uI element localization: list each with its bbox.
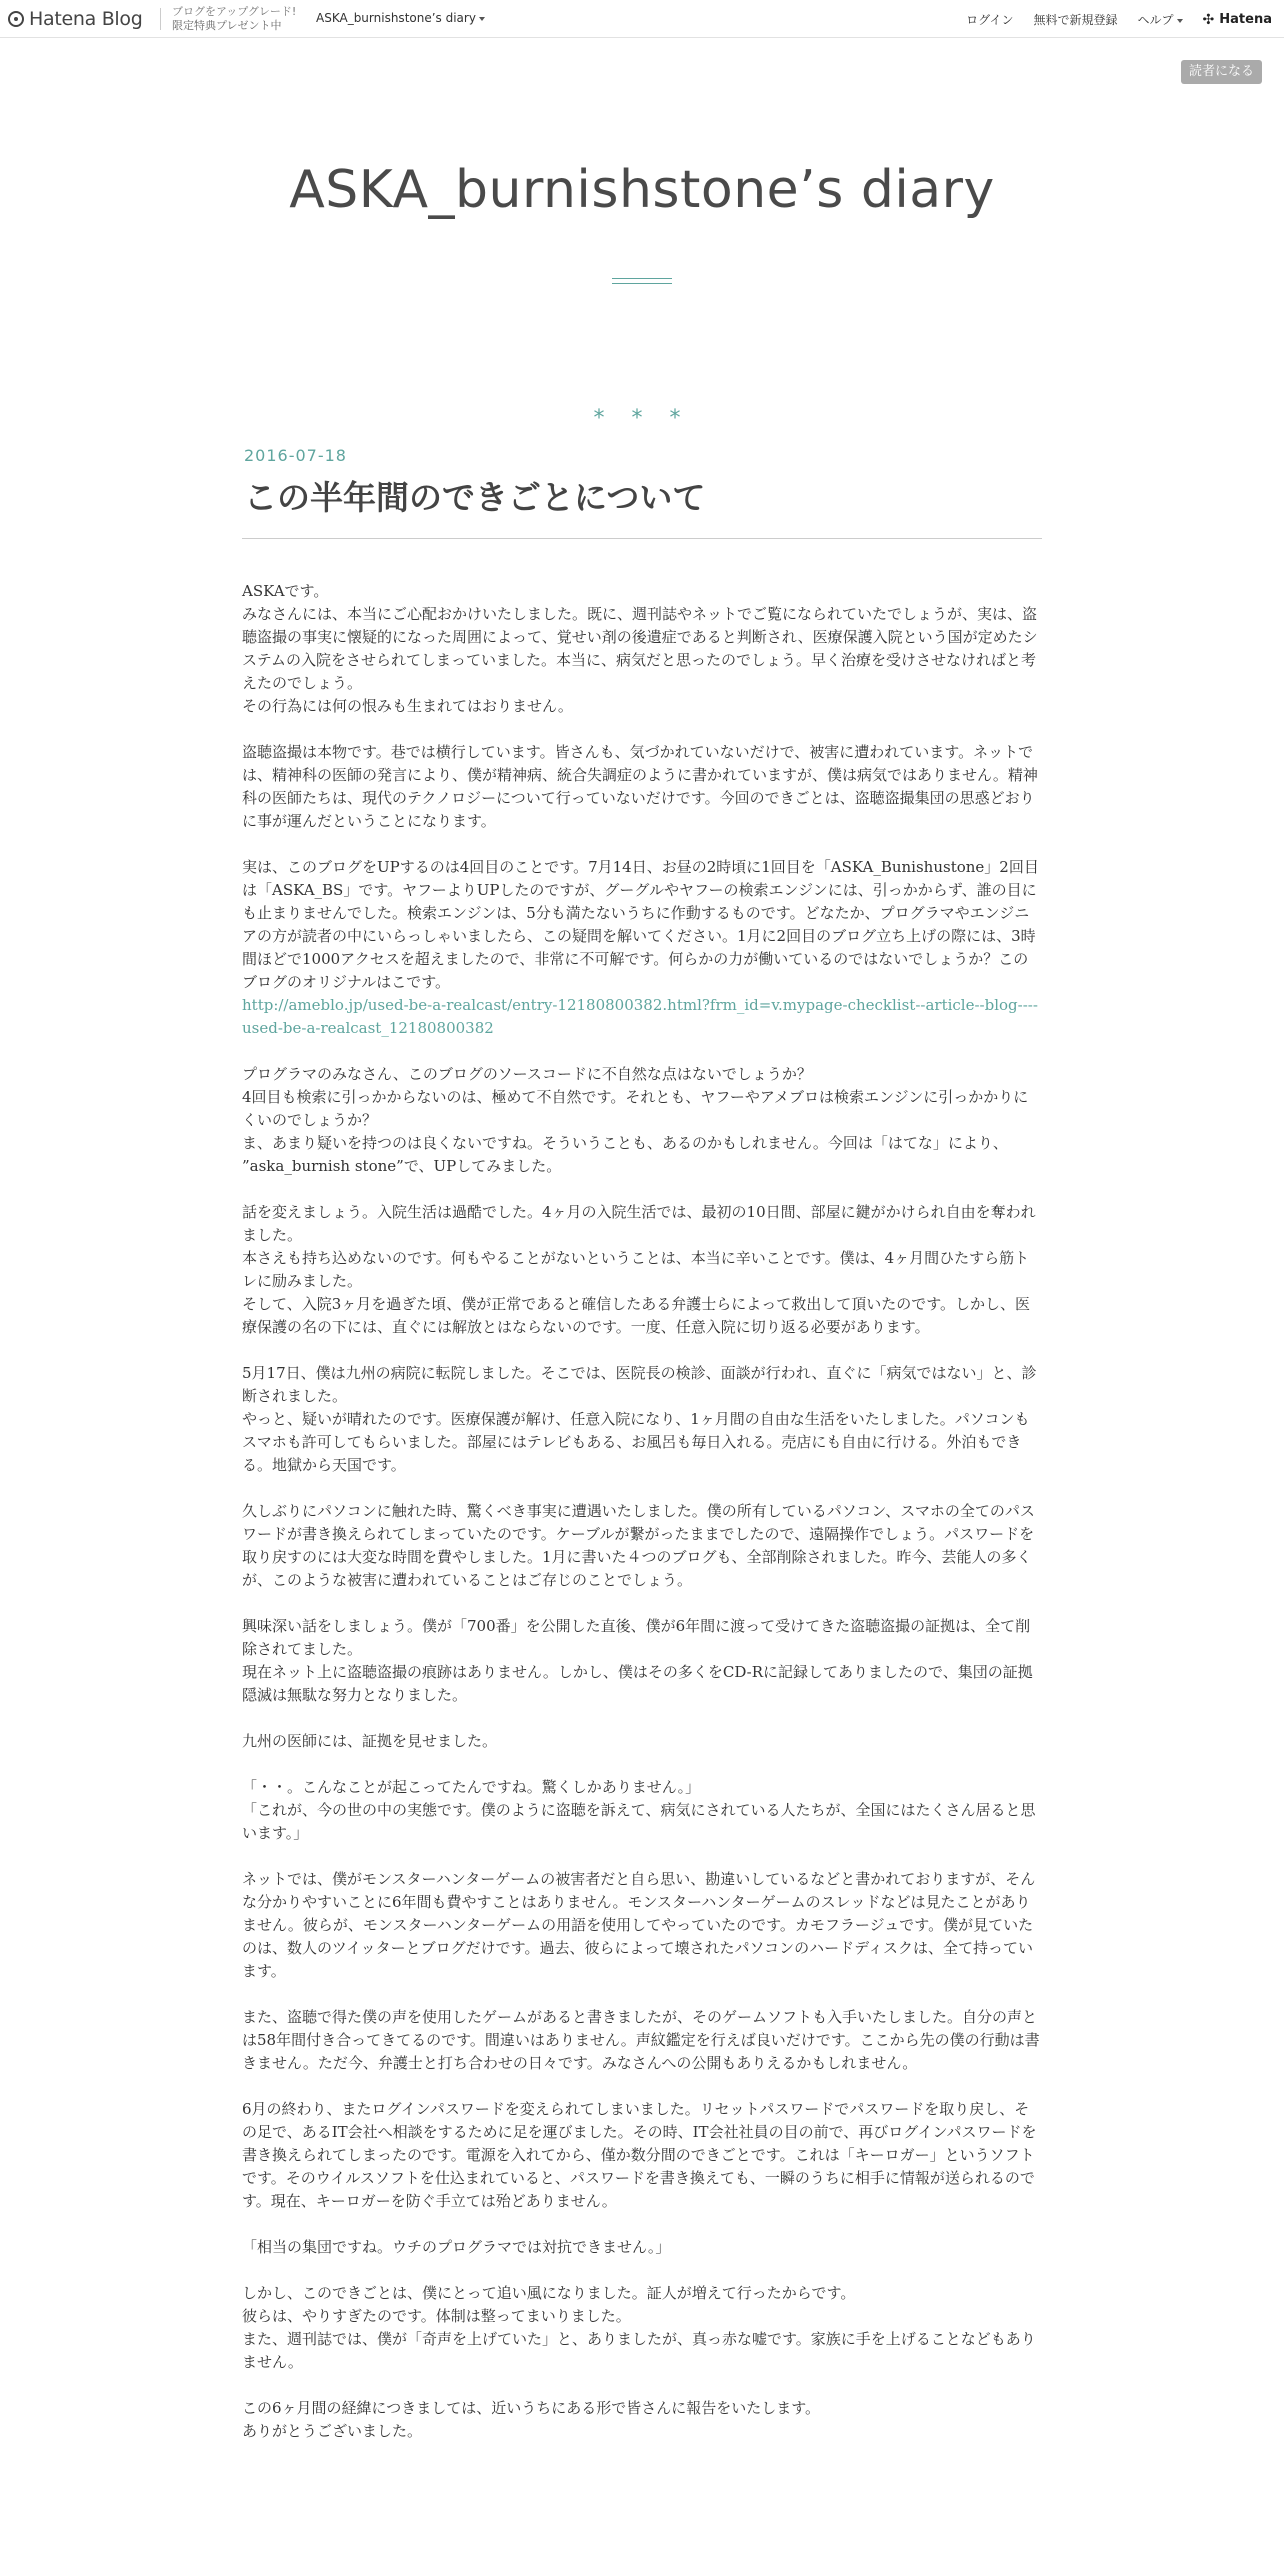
subscribe-button[interactable]: 読者になる <box>1181 60 1262 84</box>
upgrade-promo-line1: ブログをアップグレード! <box>172 5 297 18</box>
entry-paragraph <box>242 1615 1042 1707</box>
entry-paragraph <box>242 580 1042 718</box>
paragraph-line: 彼らは、やりすぎたのです。体制は整ってまいりました。 <box>242 2307 631 2325</box>
paragraph-line: ま、あまり疑いを持つのは良くないですね。そういうことも、あるのかもしれません。今回は「はてな」により、 <box>242 1134 1008 1152</box>
entry-body <box>242 580 1042 2466</box>
paragraph-line: 本さえも持ち込めないのです。何もやることがないということは、本当に辛いことです。僕は、4ヶ月間ひたすら筋トレに励みました。 <box>242 1249 1030 1290</box>
paragraph-line: 4回目も検索に引っかからないのは、極めて不自然です。それとも、ヤフーやアメブロは検索エンジンに引っかかりにくいのでしょうか？ <box>242 1088 1029 1129</box>
entry-paragraph <box>242 856 1042 1040</box>
help-menu[interactable] <box>1138 11 1183 28</box>
paragraph-line: 盗聴盗撮は本物です。巷では横行しています。皆さんも、気づかれていないだけで、被害に遭われています。ネットでは、精神科の医師の発言により、僕が精神病、統合失調症のように書かれていますが、僕は病気ではありません。精神科の医師たちは、現代のテクノロジーについて行っていないだけです。今回のできごとは、盗聴盗撮集団の思惑どおりに事が運んだということになります。 <box>242 743 1038 830</box>
entry-paragraph <box>242 1776 1042 1845</box>
paragraph-line: そして、入院3ヶ月を過ぎた頃、僕が正常であると確信したある弁護士らによって救出して頂いたのです。しかし、医療保護の名の下には、直ぐには解放とはならないのです。一度、任意入院に切り返る必要があります。 <box>242 1295 1031 1336</box>
upgrade-promo[interactable] <box>172 5 296 33</box>
entry-paragraph <box>242 1730 1042 1753</box>
paragraph-line: ”aska_burnish stone”で、UPしてみました。 <box>242 1157 562 1175</box>
hatena-blog-logo-text: Hatena Blog <box>29 8 143 30</box>
entry-paragraph <box>242 1063 1042 1178</box>
entry-paragraph <box>242 2397 1042 2443</box>
paragraph-line: その行為には何の恨みも生まれてはおりません。 <box>242 697 573 715</box>
entry-paragraph <box>242 1362 1042 1477</box>
paragraph-line: 実は、このブログをUPするのは4回目のことです。7月14日、お昼の2時頃に1回目を「ASKA_Bunishustone」2回目は「ASKA_BS」です。ヤフーよりUPしたのですが、グーグルやヤフーの検索エンジンには、引っかからず、誰の目にも止まりませんでした。検索エンジンは、5分も満たないうちに作動するものです。どなたか、プログラマやエンジニアの方が読者の中にいらっしゃいましたら、この疑問を解いてください。1月に2回目のブログ立ち上げの際には、3時間ほどで1000アクセスを超えましたので、非常に不可解です。何らかの力が働いているのではないでしょうか？このブログのオリジナルはこです。 <box>242 858 1039 991</box>
upgrade-promo-line2: 限定特典プレゼント中 <box>172 19 282 32</box>
paragraph-line: 現在ネット上に盗聴盗撮の痕跡はありません。しかし、僕はその多くをCD-Rに記録してありましたので、集団の証拠隠滅は無駄な努力となりました。 <box>242 1663 1033 1704</box>
paragraph-line: 「これが、今の世の中の実態です。僕のように盗聴を訴えて、病気にされている人たちが、全国にはたくさん居ると思います。」 <box>242 1801 1036 1842</box>
paragraph-line: また、盗聴で得た僕の声を使用したゲームがあると書きましたが、そのゲームソフトも入手いたしました。自分の声とは58年間付き合ってきてるのです。間違いはありません。声紋鑑定を行えば良いだけです。ここから先の僕の行動は書きません。ただ今、弁護士と打ち合わせの日々です。みなさんへの公開もありえるかもしれません。 <box>242 2008 1040 2072</box>
entry-paragraph <box>242 2098 1042 2213</box>
hatena-menu[interactable] <box>1203 12 1272 27</box>
paragraph-line: しかし、このできごとは、僕にとって追い風になりました。証人が増えて行ったからです。 <box>242 2284 856 2302</box>
paragraph-line: 6月の終わり、またログインパスワードを変えられてしまいました。リセットパスワードでパスワードを取り戻し、その足で、あるIT会社へ相談をするために足を運びました。その時、IT会社社員の目の前で、再びログインパスワードを書き換えられてしまったのです。電源を入れてから、僅か数分間のできごとです。これは「キーロガー」というソフトです。そのウイルスソフトを仕込まれていると、パスワードを書き換えても、一瞬のうちに相手に情報が送られるのです。現在、キーロガーを防ぐ手立ては殆どありません。 <box>242 2100 1037 2210</box>
header-divider <box>160 8 161 30</box>
entry-paragraph <box>242 2236 1042 2259</box>
paragraph-line: この6ヶ月間の経緯につきましては、近いうちにある形で皆さんに報告をいたします。 <box>242 2399 821 2417</box>
blog-title[interactable]: ASKA_burnishstone’s diary <box>289 160 995 220</box>
title-underline <box>612 278 672 279</box>
hatena-blog-logo-icon <box>8 11 24 27</box>
hatena-logo-icon: ✣ <box>1202 11 1215 28</box>
paragraph-line: 「・・。こんなことが起こってたんですね。驚くしかありません。」 <box>242 1778 701 1796</box>
hatena-blog-logo[interactable] <box>8 6 143 32</box>
paragraph-line: また、週刊誌では、僕が「奇声を上げていた」と、ありましたが、真っ赤な嘘です。家族に手を上げることなどもありません。 <box>242 2330 1036 2371</box>
blog-menu-dropdown[interactable] <box>316 11 485 25</box>
entry-paragraph <box>242 1868 1042 1983</box>
paragraph-line: 5月17日、僕は九州の病院に転院しました。そこでは、医院長の検診、面談が行われ、直ぐに「病気ではない」と、診断されました。 <box>242 1364 1037 1405</box>
blog-menu-label: ASKA_burnishstone’s diary <box>316 11 476 25</box>
paragraph-line: ASKAです。 <box>242 582 329 600</box>
entry-paragraph <box>242 1201 1042 1339</box>
paragraph-line: 話を変えましょう。入院生活は過酷でした。4ヶ月の入院生活では、最初の10日間、部屋に鍵がかけられ自由を奪われました。 <box>242 1203 1036 1244</box>
chevron-down-icon <box>1177 19 1183 23</box>
login-link[interactable]: ログイン <box>966 13 1014 27</box>
chevron-down-icon <box>479 17 485 21</box>
paragraph-line: ありがとうございました。 <box>242 2422 423 2440</box>
header-right-nav <box>946 11 1272 28</box>
original-blog-link[interactable]: http://ameblo.jp/used-be-a-realcast/entry-12180800382.html?frm_id=v.mypage-checklist--article--blog----used-be-a-realcast_12180800382 <box>242 996 1038 1037</box>
paragraph-line: 興味深い話をしましょう。僕が「700番」を公開した直後、僕が6年間に渡って受けてきた盗聴盗撮の証拠は、全て削除されてました。 <box>242 1617 1031 1658</box>
hatena-label: Hatena <box>1219 12 1272 27</box>
signup-link[interactable]: 無料で新規登録 <box>1033 13 1118 27</box>
entry-paragraph <box>242 2282 1042 2374</box>
paragraph-line: 九州の医師には、証拠を見せました。 <box>242 1732 498 1750</box>
entry-paragraph <box>242 741 1042 833</box>
entry-date[interactable]: 2016-07-18 <box>244 446 347 465</box>
paragraph-line: ネットでは、僕がモンスターハンターゲームの被害者だと自ら思い、勘違いしているなどと書かれておりますが、そんな分かりやすいことに6年間も費やすことはありません。モンスターハンターゲームのスレッドなどは見たことがありません。彼らが、モンスターハンターゲームの用語を使用してやっていたのです。カモフラージュです。僕が見ていたのは、数人のツイッターとブログだけです。過去、彼らによって壊されたパソコンのハードディスクは、全て持っています。 <box>242 1870 1036 1980</box>
title-underline <box>612 283 672 284</box>
global-header <box>0 0 1284 38</box>
entry-title[interactable]: この半年間のできごとについて <box>244 478 706 517</box>
entry-title-divider <box>242 538 1042 539</box>
paragraph-line: プログラマのみなさん、このブログのソースコードに不自然な点はないでしょうか？ <box>242 1065 812 1083</box>
paragraph-line: 久しぶりにパソコンに触れた時、驚くべき事実に遭遇いたしました。僕の所有しているパソコン、スマホの全てのパスワードが書き換えられてしまっていたのです。ケーブルが繋がったままでしたので、遠隔操作でしょう。パスワードを取り戻すのには大変な時間を費やしました。1月に書いた４つのブログも、全部削除されました。昨今、芸能人の多くが、このような被害に遭われていることはご存じのことでしょう。 <box>242 1502 1035 1589</box>
entry-paragraph <box>242 2006 1042 2075</box>
paragraph-line: 「相当の集団ですね。ウチのプログラマでは対抗できません。」 <box>242 2238 671 2256</box>
help-label: ヘルプ <box>1137 13 1174 27</box>
paragraph-line: みなさんには、本当にご心配おかけいたしました。既に、週刊誌やネットでご覧になられていたでしょうが、実は、盗聴盗撮の事実に懐疑的になった周囲によって、覚せい剤の後遺症であると判断され、医療保護入院という国が定めたシステムの入院をさせられてしまっていました。本当に、病気だと思ったのでしょう。早く治療を受けさせなければと考えたのでしょう。 <box>242 605 1038 692</box>
paragraph-line: やっと、疑いが晴れたのです。医療保護が解け、任意入院になり、1ヶ月間の自由な生活をいたしました。パソコンもスマホも許可してもらいました。部屋にはテレビもある、お風呂も毎日入れる。売店にも自由に行ける。外泊もできる。地獄から天国です。 <box>242 1410 1030 1474</box>
separator-stars: * * * <box>593 406 691 431</box>
entry-paragraph <box>242 1500 1042 1592</box>
